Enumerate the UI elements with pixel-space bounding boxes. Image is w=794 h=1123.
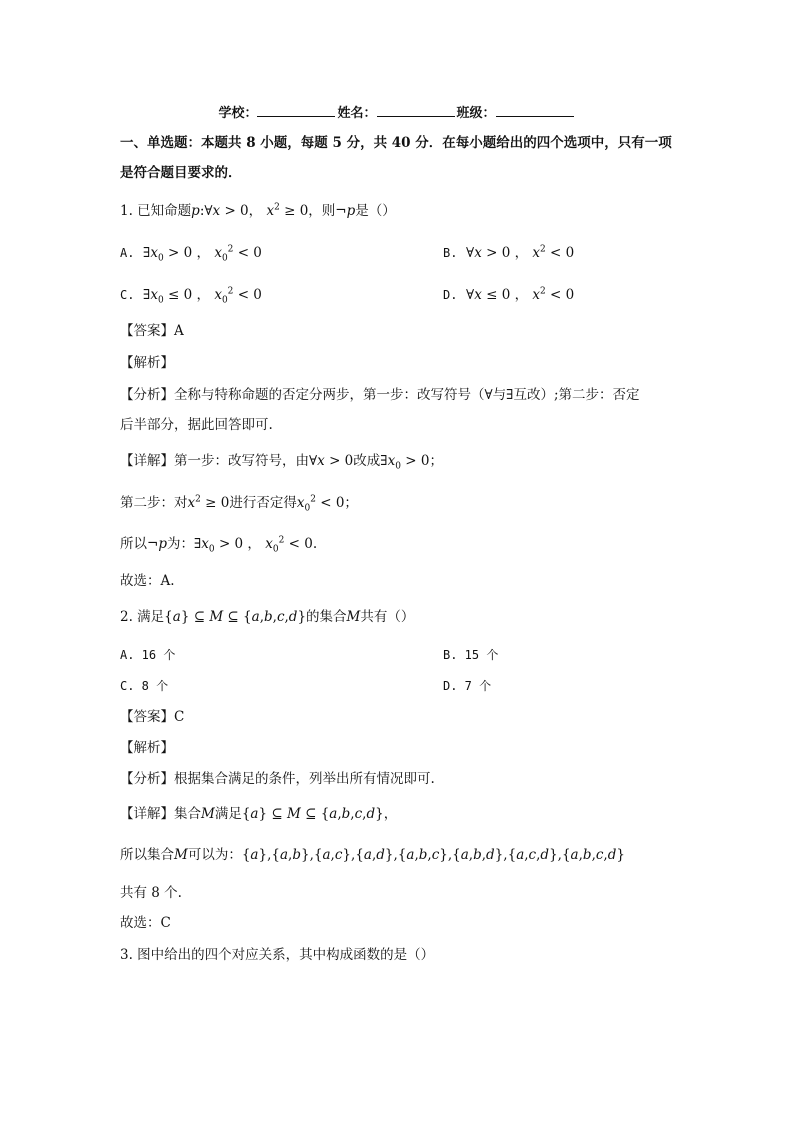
q1-conclusion-a: 所以¬ <box>120 536 159 552</box>
q2-stem-c: 共有（） <box>360 609 415 625</box>
section-heading-line2: 是符合题目要求的． <box>120 165 242 181</box>
q2-stem: 2. 满足{a} ⊆ M ⊆ {a,b,c,d}的集合M共有（） <box>120 609 415 625</box>
class-label: 班级： <box>456 106 496 121</box>
section-heading-line1: 一、单选题：本题共 8 小题，每题 5 分，共 40 分．在每小题给出的四个选项中，只有一项 <box>120 135 672 151</box>
q1-detail-step2-b: 进行否定得 <box>229 495 297 511</box>
q2-option-d[interactable]: D. 7 个 <box>443 679 492 693</box>
q1-option-a-label: A. <box>120 246 135 260</box>
q1-detail-step2: 第二步：对$x^2 \ge 0$进行否定得$x_0^2 < 0$； <box>120 494 358 514</box>
q1-fenxi-line2: 后半部分，据此回答即可. <box>120 417 273 433</box>
q2-option-a[interactable]: A. 16 个 <box>120 648 176 662</box>
q1-option-d-label: D. <box>443 288 458 302</box>
q1-answer: 【答案】A <box>120 323 184 339</box>
q1-conclusion: 所以¬p为：$\exists x_0 > 0$ ， $x_0^2 < 0$. <box>120 535 318 555</box>
q2-fenxi: 【分析】根据集合满足的条件，列举出所有情况即可. <box>120 771 435 787</box>
student-info-header <box>0 104 794 123</box>
name-label: 姓名： <box>337 106 377 121</box>
q1-stem-prefix: 1. 已知命题 <box>120 203 192 219</box>
q1-option-a[interactable]: A. $\exists x_0 > 0$ ， $x_0^2 < 0$ <box>120 244 262 264</box>
q2-stem-b: 的集合 <box>306 609 347 625</box>
q1-option-b[interactable]: B. ∀x > 0 ， $x^2 < 0$ <box>443 244 575 261</box>
q3-stem: 3. 图中给出的四个对应关系，其中构成函数的是（） <box>120 947 435 963</box>
q1-option-c-label: C. <box>120 288 135 302</box>
q1-detail-step2-a: 第二步：对 <box>120 495 188 511</box>
q1-detail-step1-a: 【详解】第一步：改写符号，由 <box>120 453 309 469</box>
q2-count: 共有 8 个. <box>120 885 182 901</box>
q2-option-c[interactable]: C. 8 个 <box>120 679 169 693</box>
q1-choose: 故选：A. <box>120 573 175 589</box>
q1-analysis-title: 【解析】 <box>120 355 174 371</box>
q2-detail-b: 满足 <box>214 806 242 822</box>
q1-proposition-formula: p <box>191 203 200 219</box>
q1-option-b-label: B. <box>443 246 458 260</box>
q1-detail-step1: 【详解】第一步：改写符号，由∀x > 0改成$\exists x_0 > 0$； <box>120 453 443 472</box>
q1-option-d[interactable]: D. ∀x ≤ 0 ， $x^2 < 0$ <box>443 286 575 303</box>
q2-detail: 【详解】集合M满足{a} ⊆ M ⊆ {a,b,c,d}， <box>120 806 398 822</box>
class-blank[interactable] <box>496 104 574 117</box>
q1-option-c[interactable]: C. $\exists x_0 \le 0$ ， $x_0^2 < 0$ <box>120 286 262 306</box>
q2-choose: 故选：C <box>120 915 171 931</box>
q1-then: ，则 <box>308 203 336 219</box>
name-blank[interactable] <box>377 104 455 117</box>
q2-option-b[interactable]: B. 15 个 <box>443 648 499 662</box>
q2-list: 所以集合M可以为：{a},{a,b},{a,c},{a,d},{a,b,c},{a,b,d},{a,c,d},{a,b,c,d} <box>120 847 625 863</box>
q2-list-a: 所以集合 <box>120 847 174 863</box>
q2-analysis-title: 【解析】 <box>120 740 174 756</box>
q1-detail-step1-b: 改成 <box>353 453 381 469</box>
q1-fenxi-line1: 【分析】全称与特称命题的否定分两步，第一步：改写符号（∀与∃互改）;第二步：否定 <box>120 387 640 403</box>
q2-detail-a: 【详解】集合 <box>120 806 201 822</box>
q2-stem-a: 2. 满足 <box>120 609 165 625</box>
q2-answer: 【答案】C <box>120 709 185 725</box>
q1-stem: 1. 已知命题p:∀x > 0， $x^2 \ge 0$，则¬p是（） <box>120 202 396 219</box>
q1-conclusion-b: 为： <box>166 536 194 552</box>
school-label: 学校： <box>218 106 258 121</box>
q2-list-b: 可以为： <box>187 847 242 863</box>
school-blank[interactable] <box>257 104 335 117</box>
q1-stem-tail: 是（） <box>355 203 396 219</box>
